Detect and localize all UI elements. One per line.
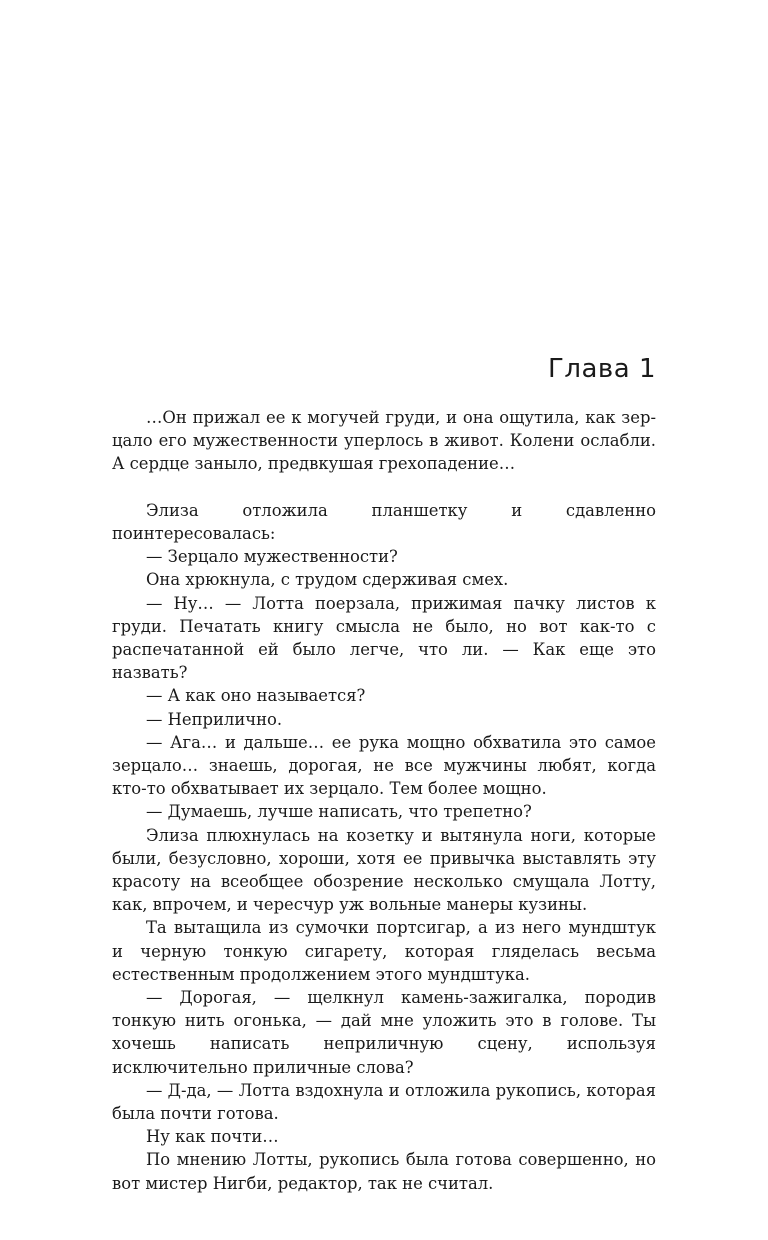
book-page (112, 0, 656, 1240)
paragraph: — Дорогая, — щелкнул камень-зажигалка, породив тонкую нить огонька, — дай мне уложить это в голове. Ты хочешь написать неприличную сцену, используя исключительно приличные слова? (112, 988, 656, 1077)
paragraph: Та вытащила из сумочки портсигар, а из него мундштук и черную тонкую сигарету, которая гляделась весьма естественным продолжением этого мундштука. (112, 918, 656, 984)
paragraph: — Д-да, — Лотта вздохнула и отложила рукопись, которая была почти готова. (112, 1080, 656, 1124)
paragraph: — Думаешь, лучше написать, что трепетно? (146, 802, 532, 822)
paragraph: Элиза плюхнулась на козетку и вытянула ноги, которые были, безусловно, хороши, хотя ее привычка выставлять эту красоту на всеобщее обозрение несколько смущала Лотту, как, впрочем, и чересчур уж вольные манеры кузины. (112, 825, 656, 915)
paragraph: Она хрюкнула, с трудом сдерживая смех. (146, 570, 509, 590)
paragraph: — Неприлично. (146, 709, 283, 729)
paragraph: — Ага… и дальше… ее рука мощно обхватила это самое зерцало… знаешь, дорогая, не все мужчины любят, когда кто-то обхватывает их зерцало. Тем более мощно. (112, 732, 656, 799)
paragraph: Ну как почти… (146, 1127, 279, 1147)
paragraph: По мнению Лотты, рукопись была готова совершенно, но вот мистер Нигби, редактор, так не считал. (112, 1150, 656, 1193)
paragraph: — А как оно называется? (146, 686, 366, 706)
paragraph: …Он прижал ее к могучей груди, и она ощутила, как зерцало его мужественности уперлось в живот. Колени ослабли. А сердце заныло, предвкушая грехопадение… (112, 408, 656, 474)
paragraph: Элиза отложила планшетку и сдавленно поинтересовалась: (112, 500, 656, 543)
paragraph: — Зерцало мужественности? (146, 547, 398, 567)
paragraph: — Ну… — Лотта поерзала, прижимая пачку листов к груди. Печатать книгу смысла не было, но вот как-то с распечатанной ей было легче, что ли. — Как еще это назвать? (112, 593, 656, 683)
chapter-text (112, 406, 656, 1195)
chapter-title: Глава 1 (548, 354, 656, 384)
